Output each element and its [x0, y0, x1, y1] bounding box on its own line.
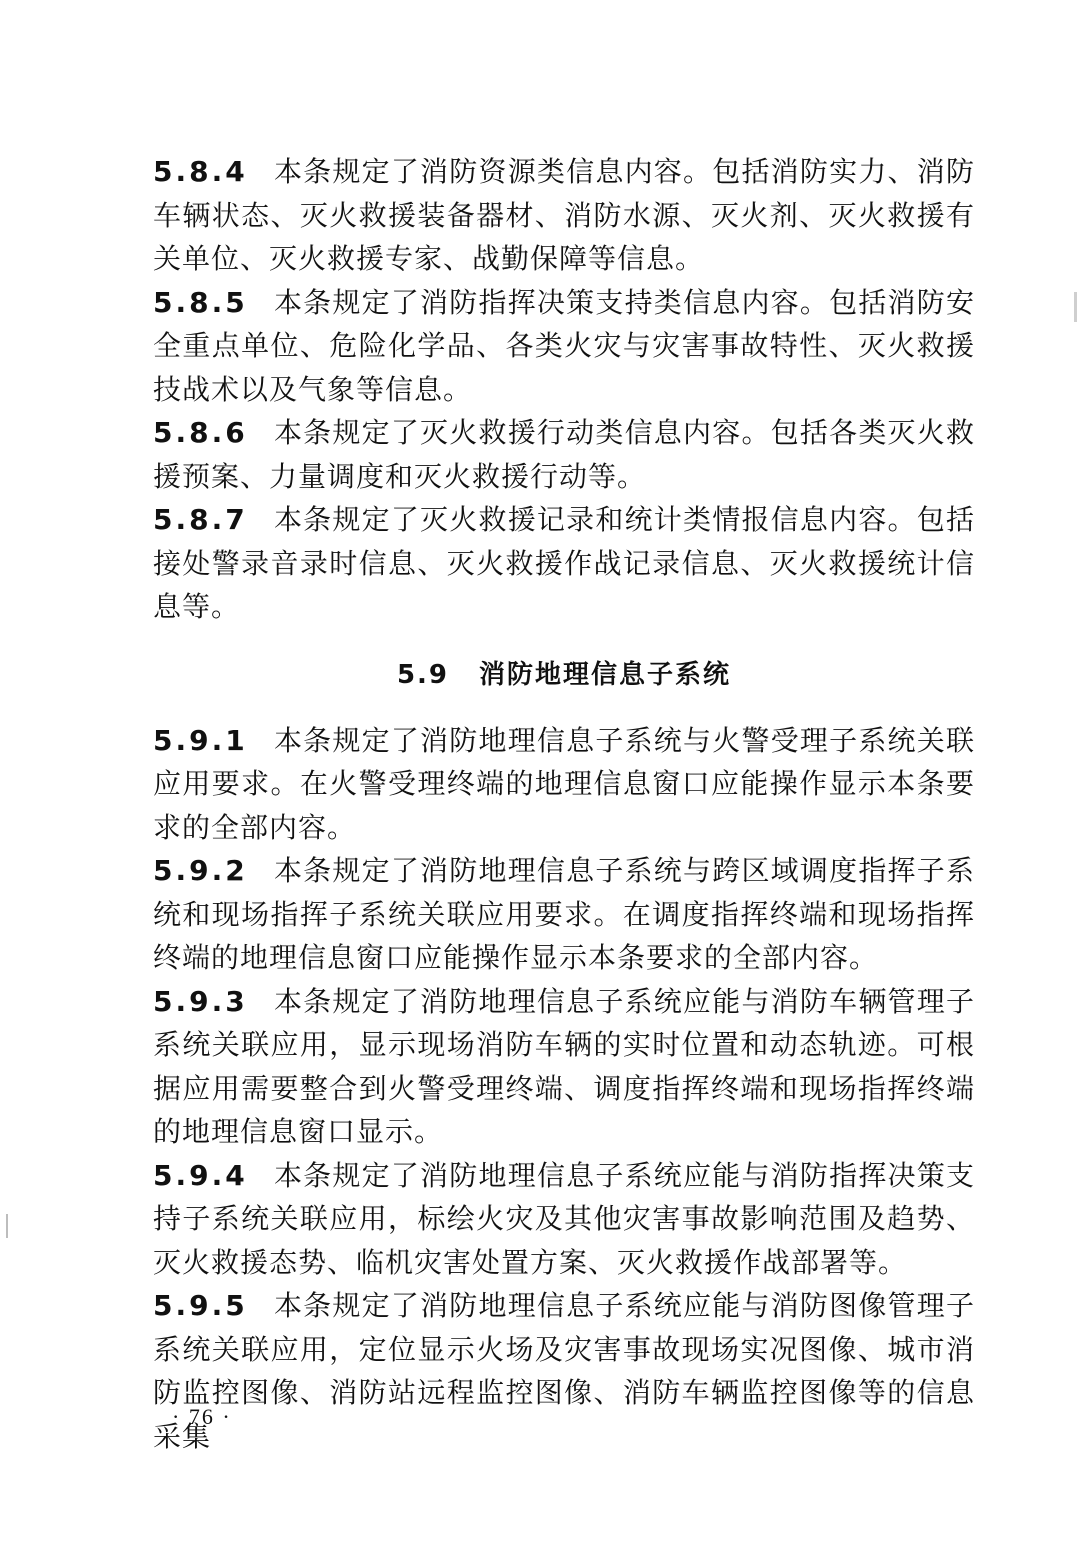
clause-text: 本条规定了灭火救援记录和统计类情报信息内容。包括接处警录音录时信息、灭火救援作战记录信息、灭火救援统计信息等。 — [153, 503, 975, 623]
clause-number: 5.9.5 — [153, 1289, 248, 1322]
document-page — [153, 150, 975, 1458]
section-number: 5.9 — [396, 659, 450, 690]
clause-5-9-5 — [153, 1284, 975, 1458]
clause-5-8-6 — [153, 411, 975, 498]
section-title: 消防地理信息子系统 — [479, 659, 732, 690]
page-number: · 76 · — [172, 1404, 232, 1429]
clause-number: 5.9.4 — [153, 1158, 248, 1192]
clause-text: 本条规定了灭火救援行动类信息内容。包括各类灭火救援预案、力量调度和灭火救援行动等。 — [153, 416, 975, 493]
clause-5-8-4 — [153, 150, 975, 281]
clause-5-9-4 — [153, 1154, 975, 1285]
clause-text: 本条规定了消防资源类信息内容。包括消防实力、消防车辆状态、灭火救援装备器材、消防水源、灭火剂、灭火救援有关单位、灭火救援专家、战勤保障等信息。 — [153, 155, 975, 275]
clause-text: 本条规定了消防指挥决策支持类信息内容。包括消防安全重点单位、危险化学品、各类火灾与灾害事故特性、灭火救援技战术以及气象等信息。 — [153, 285, 975, 406]
section-heading — [153, 651, 975, 699]
clause-5-9-3 — [153, 980, 975, 1154]
clause-number: 5.8.7 — [153, 503, 248, 536]
clause-text: 本条规定了消防地理信息子系统应能与消防指挥决策支持子系统关联应用，标绘火灾及其他灾害事故影响范围及趋势、灭火救援态势、临机灾害处置方案、灭火救援作战部署等。 — [153, 1158, 975, 1279]
scan-margin-mark — [6, 1214, 8, 1238]
clause-number: 5.8.5 — [153, 285, 248, 319]
clause-number: 5.9.1 — [153, 723, 248, 757]
clause-number: 5.9.3 — [153, 984, 248, 1018]
clause-number: 5.8.6 — [153, 416, 248, 449]
clause-text: 本条规定了消防地理信息子系统与火警受理子系统关联应用要求。在火警受理终端的地理信息窗口应能操作显示本条要求的全部内容。 — [153, 723, 975, 844]
clause-number: 5.9.2 — [153, 854, 248, 887]
clause-5-9-1 — [153, 719, 975, 850]
clause-5-8-5 — [153, 281, 975, 412]
clause-text: 本条规定了消防地理信息子系统应能与消防车辆管理子系统关联应用，显示现场消防车辆的实时位置和动态轨迹。可根据应用需要整合到火警受理终端、调度指挥终端和现场指挥终端的地理信息窗口显示。 — [153, 984, 975, 1148]
clause-5-9-2 — [153, 849, 975, 980]
clause-number: 5.8.4 — [153, 155, 248, 188]
clause-text: 本条规定了消防地理信息子系统与跨区域调度指挥子系统和现场指挥子系统关联应用要求。在调度指挥终端和现场指挥终端的地理信息窗口应能操作显示本条要求的全部内容。 — [153, 854, 975, 974]
clause-text: 本条规定了消防地理信息子系统应能与消防图像管理子系统关联应用，定位显示火场及灾害事故现场实况图像、城市消防监控图像、消防站远程监控图像、消防车辆监控图像等的信息采集 — [153, 1289, 975, 1453]
clause-5-8-7 — [153, 498, 975, 629]
scan-edge-mark — [1074, 292, 1077, 322]
